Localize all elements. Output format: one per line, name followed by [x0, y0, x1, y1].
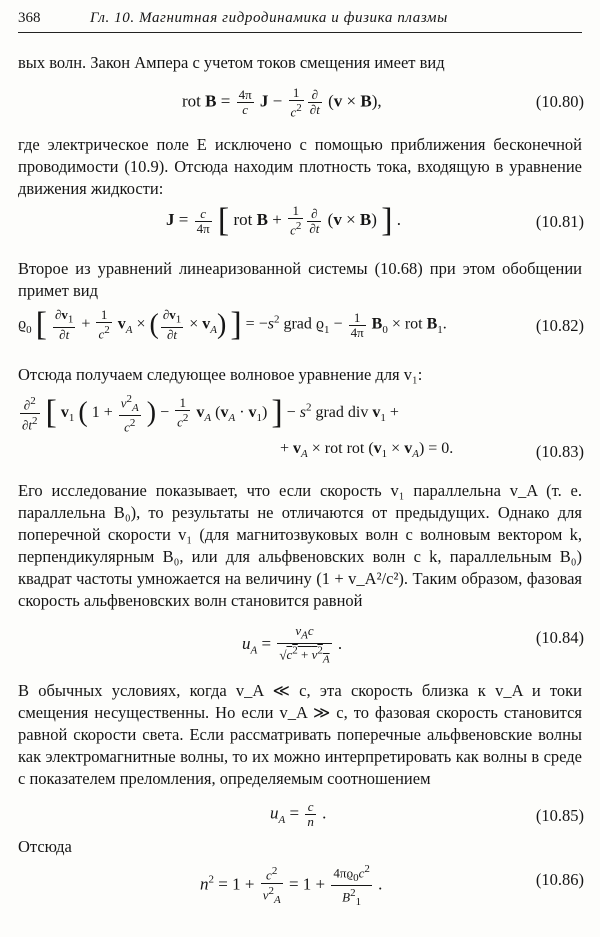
eq-number-10-85: (10.85): [535, 806, 584, 825]
eq-number-10-81: (10.81): [535, 212, 584, 231]
eq-number-10-83: (10.83): [535, 442, 584, 461]
running-title: Гл. 10. Магнитная гидродинамика и физика плазмы: [90, 10, 448, 26]
eq-number-10-80: (10.80): [535, 92, 584, 111]
equation-10-86: $n^2 = 1$ + $\frac{c^2}{v^2_A}$ = 1 + $\frac{4\pi ϱ_0c^2}{B^2_1}$ .: [200, 863, 383, 908]
paragraph-5: Его исследование показывает, что если скорость v₁ параллельна v_A (т. е. параллельна B₀), то результаты не отличаются от предыдущих. Однако для поперечной скорости v₁ (для магнитозвуковых волн с волновым вектором k, перпендикулярным B₀, или для альфвеновских волн с k, параллельным B₀) квадрат частоты умножается на величину (1 + v_A²/c²). Таким образом, фазовая скорость альфвеновских волн становится равной: [18, 481, 582, 610]
paragraph-6: В обычных условиях, когда v_A ≪ c, эта скорость близка к v_A и токи смещения несущественны. Но если v_A ≫ c, то фазовая скорость становится равной скорости света. Если рассматривать поперечные альфвеновские волны как электромагнитные волны, то их можно интерпретировать как волны в среде с показателем преломления, определяемым соотношением: [18, 681, 582, 788]
equation-10-83-line-2: + $v_A$ × rot rot $(v_1 \times v_A) = 0$.: [280, 440, 454, 461]
running-header: [18, 6, 582, 32]
eq-number-10-82: (10.82): [535, 316, 584, 335]
paragraph-1: вых волн. Закон Ампера с учетом токов смещения имеет вид: [18, 53, 445, 72]
equation-10-85: $u_A$ = $\frac{c}{n}$ .: [270, 799, 327, 829]
equation-10-82: $ϱ_0$ [ $\frac{\partial v_1}{\partial t}$ + $\frac{1}{c^2}$ $v_A$ × ( $\frac{\partial v_1}{\partial t}$ × $v_A$) ] = $-s^2$ grad $ϱ_1$ − $\frac{1}{4\pi}$ $B_0$ × rot $B_1$.: [18, 306, 447, 343]
eq-number-10-84: (10.84): [535, 628, 584, 647]
equation-10-81: J = $\frac{c}{4\pi}$ [ rot B + $\frac{1}{c^2}$ $\frac{\partial}{\partial t}$ (v × B) ] .: [166, 202, 402, 239]
header-rule: [18, 32, 582, 33]
paragraph-2: где электрическое поле E исключено с помощью приближения бесконечной проводимости (10.9). Отсюда находим плотность тока, входящую в уравнение движения жидкости:: [18, 135, 582, 198]
paragraph-3: Второе из уравнений линеаризованной системы (10.68) при этом обобщении примет вид: [18, 259, 582, 300]
page-number: 368: [18, 10, 41, 26]
paragraph-4: Отсюда получаем следующее волновое уравнение для v₁:: [18, 365, 423, 384]
eq-number-10-86: (10.86): [535, 870, 584, 889]
equation-10-84: $u_A$ = $\frac{v_Ac}{√c^2 + v^2_A}$ .: [242, 623, 343, 666]
equation-10-83-line-1: $\frac{\partial^2}{\partial t^2}$ [ $v_1$ ( 1 + $\frac{v^2_A}{c^2}$ ) − $\frac{1}{c^2}$ $v_A$ $(v_A \cdot v_1)$ ] − $s^2$ grad div $v_1$ +: [22, 393, 399, 435]
paragraph-7: Отсюда: [18, 837, 72, 856]
equation-10-80: rot B = $\frac{4\pi}{c}$ J − $\frac{1}{c^2}$ $\frac{\partial}{\partial t}$ (v × B),: [182, 85, 382, 120]
